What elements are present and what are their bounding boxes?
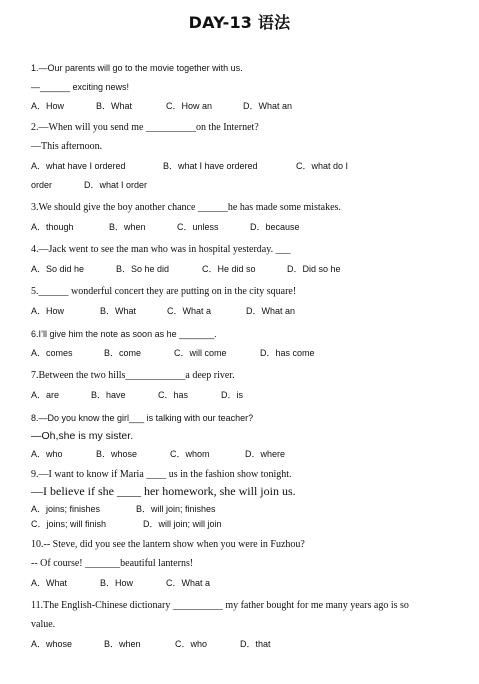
q6-option-c: C．will come	[174, 348, 227, 358]
question-6-stem: 6.I’ll give him the note as soon as he _______.	[31, 329, 217, 339]
q8-option-c: C．whom	[170, 449, 210, 459]
q10-option-c: C．What a	[166, 578, 211, 588]
page-title: DAY-13 语法	[188, 13, 291, 32]
question-1-stem: 1.—Our parents will go to the movie together with us.	[31, 63, 243, 73]
q9-option-a: A．joins; finishes	[31, 504, 101, 514]
question-8-response: —Oh,she is my sister.	[31, 430, 134, 442]
question-9-stem: 9.—I want to know if Maria ____ us in the fashion show tonight.	[31, 469, 292, 480]
q5-option-c: C．What a	[167, 306, 212, 316]
q11-option-c: C．who	[175, 639, 208, 649]
q5-option-a: A．How	[31, 306, 65, 316]
question-8-stem: 8.—Do you know the girl___ is talking with our teacher?	[31, 413, 254, 423]
q3-option-a: A．though	[31, 222, 74, 232]
q2-option-d: D．what I order	[84, 180, 148, 190]
q1-option-a: A．How	[31, 101, 65, 111]
q2-option-c-wrap: order	[31, 180, 53, 190]
q6-option-b: B．come	[104, 348, 142, 358]
q11-option-a: A．whose	[31, 639, 73, 649]
question-7-stem: 7.Between the two hills____________a deep river.	[31, 370, 235, 381]
question-11-stem-wrap: value.	[31, 619, 56, 630]
q9-option-d: D．will join; will join	[143, 519, 222, 529]
q2-option-a: A．what have I ordered	[31, 161, 126, 171]
q5-option-d: D．What an	[246, 306, 296, 316]
q3-option-b: B．when	[109, 222, 146, 232]
question-2-response: —This afternoon.	[31, 141, 103, 152]
q10-option-b: B．How	[100, 578, 134, 588]
question-5-stem: 5.______ wonderful concert they are putting on in the city square!	[31, 286, 297, 297]
question-10-response: -- Of course! _______beautiful lanterns!	[31, 558, 194, 569]
q8-option-d: D．where	[245, 449, 286, 459]
q4-option-a: A．So did he	[31, 264, 85, 274]
q1-option-c: C．How an	[166, 101, 213, 111]
question-10-stem: 10.-- Steve, did you see the lantern show when you were in Fuzhou?	[31, 539, 305, 550]
q1-option-d: D．What an	[243, 101, 293, 111]
q11-option-b: B．when	[104, 639, 141, 649]
q6-option-a: A．comes	[31, 348, 73, 358]
q10-option-a: A．What	[31, 578, 68, 588]
q7-option-c: C．has	[158, 390, 189, 400]
q4-option-c: C．He did so	[202, 264, 256, 274]
question-4-stem: 4.—Jack went to see the man who was in hospital yesterday. ___	[31, 244, 291, 255]
q2-option-b: B．what I have ordered	[163, 161, 258, 171]
q5-option-b: B．What	[100, 306, 137, 316]
q11-option-d: D．that	[240, 639, 271, 649]
q4-option-b: B．So he did	[116, 264, 170, 274]
question-11-stem: 11.The English-Chinese dictionary __________ my father bought for me many years ago is so	[31, 600, 409, 611]
q7-option-a: A．are	[31, 390, 60, 400]
q3-option-d: D．because	[250, 222, 300, 232]
q8-option-b: B．whose	[96, 449, 138, 459]
q2-option-c: C．what do I	[296, 161, 349, 171]
q4-option-d: D．Did so he	[287, 264, 341, 274]
question-2-stem: 2.—When will you send me __________on the Internet?	[31, 122, 259, 133]
q7-option-d: D．is	[221, 390, 243, 400]
q8-option-a: A．who	[31, 449, 63, 459]
q1-option-b: B．What	[96, 101, 133, 111]
q7-option-b: B．have	[91, 390, 126, 400]
question-3-stem: 3.We should give the boy another chance ______he has made some mistakes.	[31, 202, 341, 213]
q6-option-d: D．has come	[260, 348, 315, 358]
q9-option-c: C．joins; will finish	[31, 519, 107, 529]
q3-option-c: C．unless	[177, 222, 219, 232]
q9-option-b: B．will join; finishes	[136, 504, 216, 514]
question-1-response: —______ exciting news!	[31, 82, 130, 92]
question-9-response: —I believe if she ____ her homework, she will join us.	[31, 484, 296, 498]
